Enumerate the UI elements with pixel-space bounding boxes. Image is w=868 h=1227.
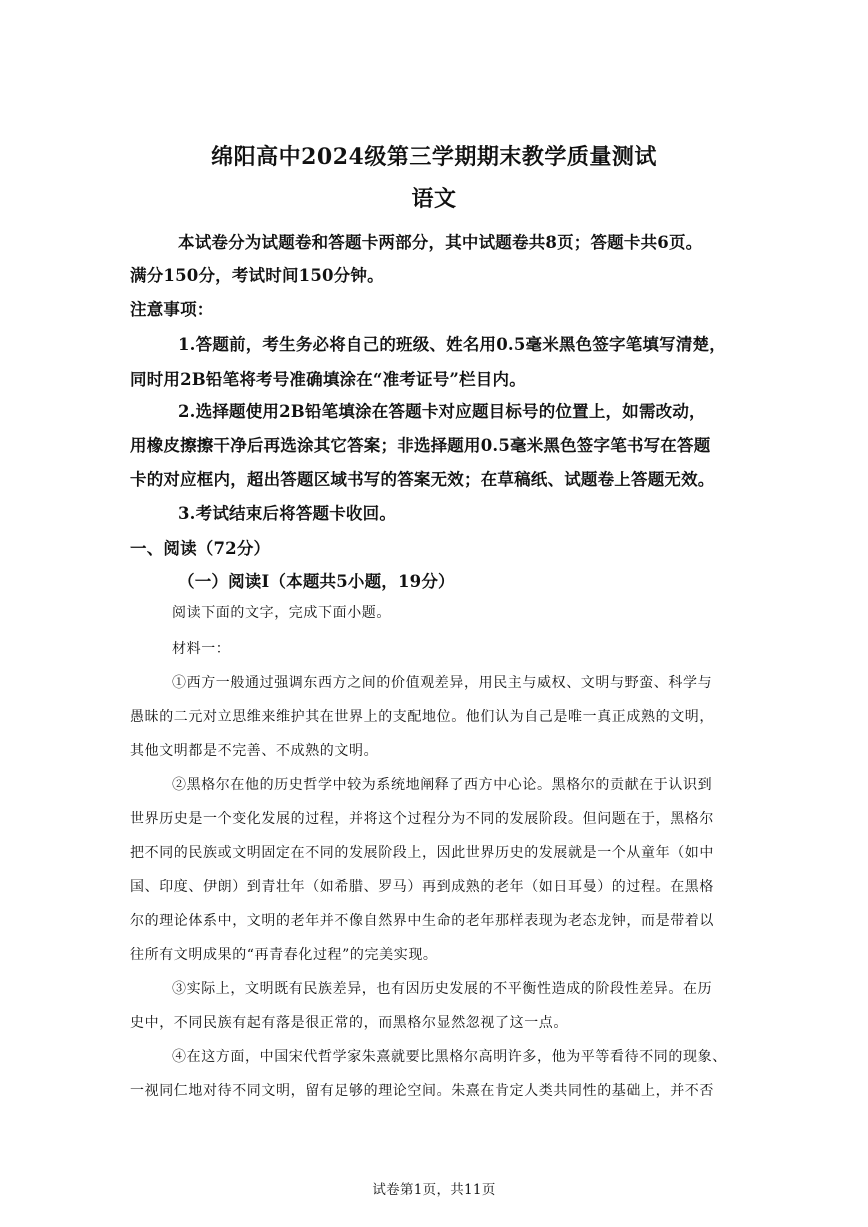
passage-p4-line-1: ④在这方面，中国宋代哲学家朱熹就要比黑格尔高明许多，他为平等看待不同的现象、 [172, 1049, 727, 1065]
passage-p2-line-1: ②黑格尔在他的历史哲学中较为系统地阐释了西方中心论。黑格尔的贡献在于认识到 [172, 777, 713, 793]
intro-line-2: 满分150分，考试时间150分钟。 [130, 266, 384, 285]
section-subheading: （一）阅读I（本题共5小题，19分） [178, 572, 455, 591]
passage-p4-line-2: 一视同仁地对待不同文明，留有足够的理论空间。朱熹在肯定人类共同性的基础上，并不否 [130, 1083, 714, 1099]
notice-item-1-line-2: 同时用2B铅笔将考号准确填涂在“准考证号”栏目内。 [130, 370, 526, 389]
notice-heading: 注意事项： [130, 300, 214, 319]
passage-p3-line-2: 史中，不同民族有起有落是很正常的，而黑格尔显然忽视了这一点。 [130, 1015, 568, 1031]
passage-p1-line-3: 其他文明都是不完善、不成熟的文明。 [130, 743, 379, 759]
notice-item-2-line-3: 卡的对应框内，超出答题区域书写的答案无效；在草稿纸、试题卷上答题无效。 [130, 470, 715, 489]
notice-item-1-line-1: 1.答题前，考生务必将自己的班级、姓名用0.5毫米黑色签字笔填写清楚， [178, 335, 726, 354]
passage-p2-line-2: 世界历史是一个变化发展的过程，并将这个过程分为不同的发展阶段。但问题在于，黑格尔 [130, 811, 714, 827]
notice-item-3: 3.考试结束后将答题卡收回。 [178, 504, 397, 523]
page-footer: 试卷第1页，共11页 [372, 1182, 496, 1198]
passage-p1-line-1: ①西方一般通过强调东西方之间的价值观差异，用民主与威权、文明与野蛮、科学与 [172, 675, 713, 691]
passage-p2-line-5: 尔的理论体系中，文明的老年并不像自然界中生命的老年那样表现为老态龙钟，而是带着以 [130, 913, 714, 929]
intro-line-1: 本试卷分为试题卷和答题卡两部分，其中试题卷共8页；答题卡共6页。 [178, 233, 703, 252]
passage-p2-line-6: 往所有文明成果的“再青春化过程”的完美实现。 [130, 947, 438, 963]
notice-item-2-line-1: 2.选择题使用2B铅笔填涂在答题卡对应题目标号的位置上，如需改动， [178, 402, 706, 421]
reading-instruction: 阅读下面的文字，完成下面小题。 [172, 605, 391, 621]
passage-p2-line-3: 把不同的民族或文明固定在不同的发展阶段上，因此世界历史的发展就是一个从童年（如中 [130, 845, 714, 861]
exam-title: 绵阳高中2024级第三学期期末教学质量测试 [211, 144, 657, 170]
subject-title: 语文 [411, 186, 457, 212]
material-label: 材料一： [172, 641, 231, 657]
passage-p2-line-4: 国、印度、伊朗）到青壮年（如希腊、罗马）再到成熟的老年（如日耳曼）的过程。在黑格 [130, 879, 714, 895]
section-heading: 一、阅读（72分） [130, 539, 271, 558]
passage-p1-line-2: 愚昧的二元对立思维来维护其在世界上的支配地位。他们认为自己是唯一真正成熟的文明， [130, 709, 714, 725]
passage-p3-line-1: ③实际上，文明既有民族差异，也有因历史发展的不平衡性造成的阶段性差异。在历 [172, 981, 713, 997]
notice-item-2-line-2: 用橡皮擦擦干净后再选涂其它答案；非选择题用0.5毫米黑色签字笔书写在答题 [130, 436, 711, 455]
